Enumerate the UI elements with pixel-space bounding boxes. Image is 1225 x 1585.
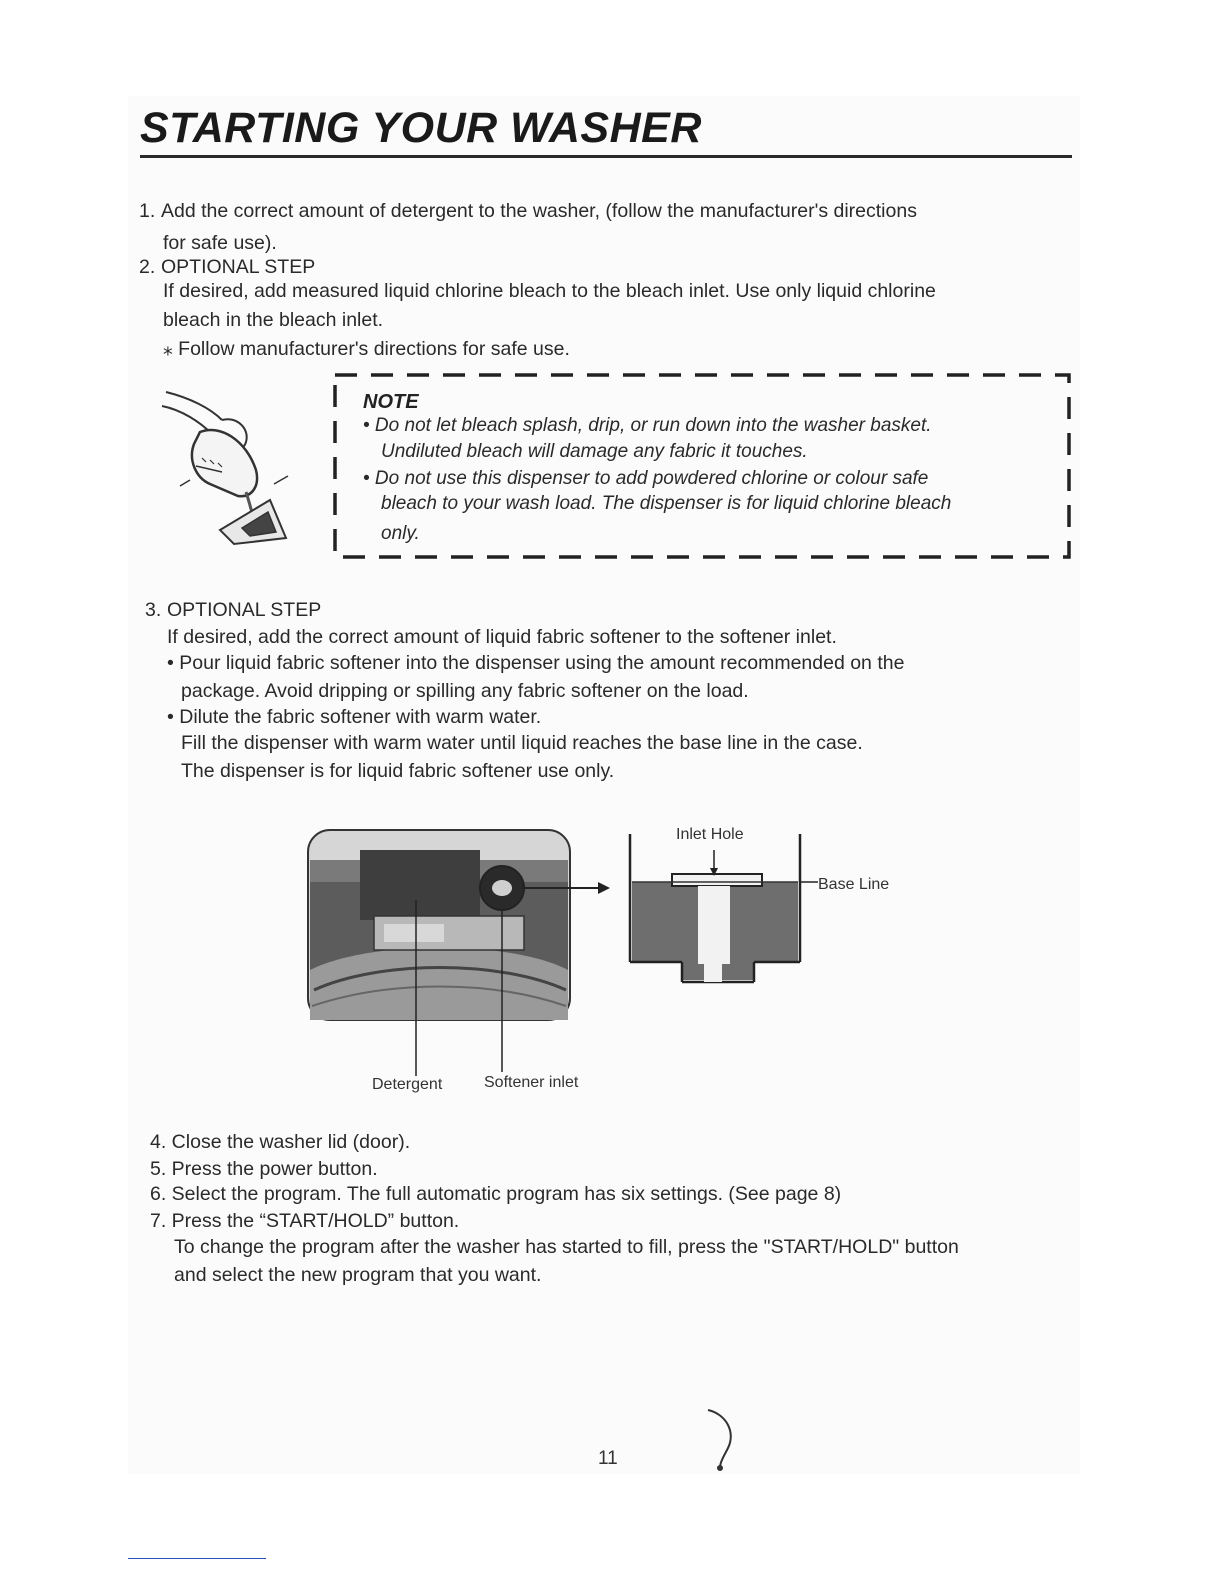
step2-number: 2. bbox=[139, 256, 156, 278]
note-title: NOTE bbox=[363, 391, 419, 413]
step2-bullet: ⁎ Follow manufacturer's directions for safe use. bbox=[163, 338, 570, 360]
note-line-1: • Do not let bleach splash, drip, or run down into the washer basket. bbox=[363, 415, 932, 436]
pen-mark bbox=[702, 1404, 742, 1474]
step6-line: 6. Select the program. The full automatic program has six settings. (See page 8) bbox=[150, 1183, 842, 1205]
step3-bullet1a: • Pour liquid fabric softener into the dispenser using the amount recommended on the bbox=[167, 652, 905, 674]
bleach-pouring-illustration bbox=[160, 380, 292, 556]
title-underline bbox=[140, 155, 1072, 158]
step3-bullet1b: package. Avoid dripping or spilling any fabric softener on the load. bbox=[181, 680, 749, 702]
note-line-2: Undiluted bleach will damage any fabric it touches. bbox=[381, 441, 808, 462]
note-line-4: bleach to your wash load. The dispenser is for liquid chlorine bleach bbox=[381, 493, 952, 514]
note-box bbox=[333, 373, 1071, 559]
detergent-label: Detergent bbox=[372, 1076, 443, 1093]
step7-cont-line2: and select the new program that you want. bbox=[174, 1264, 542, 1286]
inlet-hole-label: Inlet Hole bbox=[676, 826, 744, 843]
page-number: 11 bbox=[598, 1448, 618, 1469]
step2-heading-text: OPTIONAL STEP bbox=[161, 256, 316, 278]
dispenser-diagram bbox=[300, 820, 940, 1100]
step2-line2: bleach in the bleach inlet. bbox=[163, 309, 384, 331]
step7-cont-line1: To change the program after the washer has started to fill, press the "START/HOLD" button bbox=[174, 1236, 959, 1258]
step3-line3: The dispenser is for liquid fabric softener use only. bbox=[181, 760, 615, 782]
step1-text: Add the correct amount of detergent to the washer, (follow the manufacturer's directions bbox=[161, 200, 917, 222]
footer-link-underline bbox=[128, 1558, 266, 1559]
dispenser-diagram-graphic bbox=[300, 820, 940, 1100]
step1-line2: for safe use). bbox=[163, 232, 277, 254]
page-title: STARTING YOUR WASHER bbox=[140, 104, 702, 152]
step3-line1: If desired, add the correct amount of liquid fabric softener to the softener inlet. bbox=[167, 626, 837, 648]
softener-inlet-label: Softener inlet bbox=[484, 1074, 579, 1091]
step3-line2: Fill the dispenser with warm water until liquid reaches the base line in the case. bbox=[181, 732, 863, 754]
note-dashed-frame bbox=[333, 373, 1071, 559]
note-line-5: only. bbox=[381, 523, 420, 544]
step3-bullet2: • Dilute the fabric softener with warm water. bbox=[167, 706, 542, 728]
base-line-label: Base Line bbox=[818, 876, 890, 893]
step3-number: 3. bbox=[145, 599, 162, 621]
step5-line: 5. Press the power button. bbox=[150, 1158, 378, 1180]
step2-line1: If desired, add measured liquid chlorine bleach to the bleach inlet. Use only liquid chlorine bbox=[163, 280, 936, 302]
step7-line: 7. Press the “START/HOLD” button. bbox=[150, 1210, 460, 1232]
note-line-3: • Do not use this dispenser to add powdered chlorine or colour safe bbox=[363, 468, 929, 489]
step3-heading-text: OPTIONAL STEP bbox=[167, 599, 322, 621]
step1-number: 1. bbox=[139, 200, 156, 222]
step4-line: 4. Close the washer lid (door). bbox=[150, 1131, 411, 1153]
step1-line1 bbox=[139, 196, 917, 227]
